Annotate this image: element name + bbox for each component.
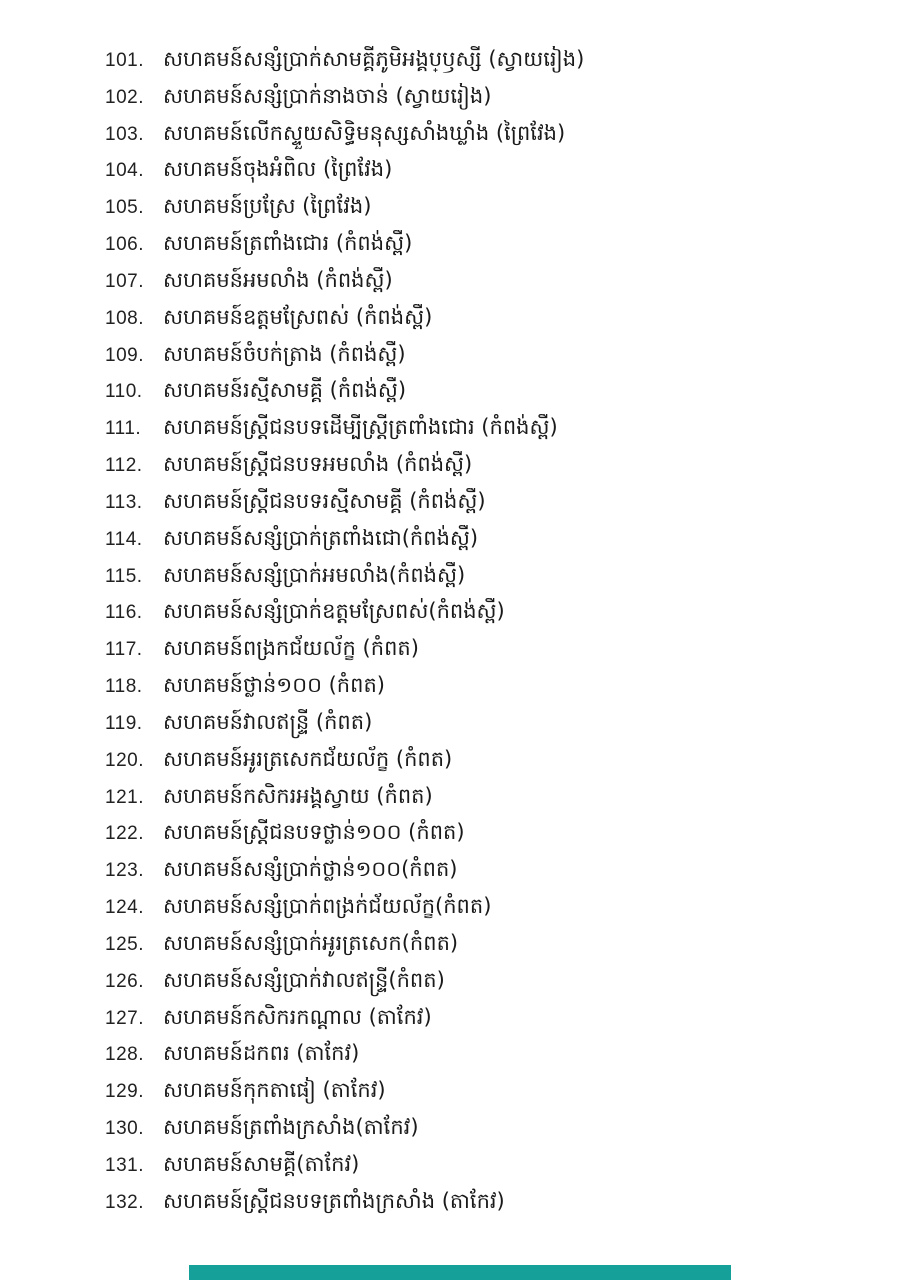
list-item [0,341,904,378]
list-item-text: សហគមន៍សន្សំប្រាក់ថ្លាន់១០០(កំពត) [163,857,458,882]
list-item [0,967,904,1004]
list-item-number: 119. [105,712,143,734]
list-item-number: 126. [105,970,144,992]
list-item [0,1188,904,1225]
list-item-number: 108. [105,307,144,329]
list-item-number: 115. [105,565,143,587]
list-item-text: សហគមន៍សន្សំប្រាក់ឧត្តមស្រែពស់(កំពង់ស្ពឺ) [163,599,505,624]
list-item-text: សហគមន៍អូរត្រសេកជ័យល័ក្ខ (កំពត) [163,746,453,771]
list-item [0,1114,904,1151]
list-item [0,488,904,525]
list-item-number: 107. [105,270,144,292]
list-item-number: 112. [105,455,143,477]
list-item-number: 121. [105,786,144,808]
list-item [0,1004,904,1041]
list-item [0,635,904,672]
list-item-text: សហគមន៍ដកពរ (តាកែវ) [163,1041,360,1066]
list-item-number: 117. [105,639,143,661]
list-item-number: 131. [105,1154,144,1176]
list-item-number: 103. [105,123,144,145]
list-item-text: សហគមន៍សន្សំប្រាក់អមលាំង(កំពង់ស្ពឺ) [163,562,466,587]
community-numbered-list [0,46,904,1225]
list-item-text: សហគមន៍ស្ត្រីជនបទថ្លាន់១០០ (កំពត) [163,820,465,845]
list-item-number: 118. [105,676,143,698]
list-item-text: សហគមន៍ពង្រកជ័យល័ក្ខ (កំពត) [163,636,419,661]
list-item [0,377,904,414]
list-item [0,562,904,599]
list-item-text: សហគមន៍សន្សំប្រាក់ពង្រក់ជ័យល័ក្ខ(កំពត) [163,894,492,919]
list-item [0,672,904,709]
list-item [0,746,904,783]
list-item [0,267,904,304]
list-item [0,598,904,635]
list-item [0,304,904,341]
list-item-text: សហគមន៍អមលាំង (កំពង់ស្ពឺ) [163,267,393,292]
list-item-number: 111. [105,418,142,440]
list-item-number: 130. [105,1118,144,1140]
list-item-text: សហគមន៍ស្ត្រីជនបទត្រពាំងក្រសាំង (តាកែវ) [163,1188,505,1213]
list-item [0,819,904,856]
list-item [0,230,904,267]
next-page-color-band [189,1265,731,1280]
list-item-text: សហគមន៍កុកតាផៀ (តាកែវ) [163,1078,386,1103]
list-item [0,193,904,230]
list-item-number: 110. [105,381,143,403]
list-item [0,451,904,488]
list-item-number: 109. [105,344,144,366]
list-item-number: 105. [105,197,144,219]
list-item-text: សហគមន៍ត្រពាំងជោរ (កំពង់ស្ពឺ) [163,231,413,256]
list-item-text: សហគមន៍ស្ត្រីជនបទរស្មីសាមគ្គី (កំពង់ស្ពឺ) [163,488,486,513]
list-item [0,1077,904,1114]
list-item [0,856,904,893]
list-item [0,709,904,746]
list-item-number: 113. [105,491,143,513]
list-item-text: សហគមន៍សន្សំប្រាក់សាមគ្គីភូមិអង្គប្ឫស្សី (ស្វាយរៀង) [163,47,585,71]
list-item-number: 127. [105,1007,144,1029]
list-item [0,1040,904,1077]
list-item [0,83,904,120]
list-item-number: 125. [105,933,144,955]
list-item [0,120,904,157]
list-item-text: សហគមន៍សន្សំប្រាក់វាលឥន្ទ្រី(កំពត) [163,967,445,992]
list-item-number: 128. [105,1044,144,1066]
list-item-text: សហគមន៍រស្មីសាមគ្គី (កំពង់ស្ពឺ) [163,378,407,403]
list-item-text: សហគមន៍ចុងអំពិល (ព្រៃវែង) [163,157,393,182]
list-item-number: 124. [105,897,144,919]
list-item-text: សហគមន៍ស្ត្រីជនបទអមលាំង (កំពង់ស្ពឺ) [163,452,473,477]
list-item [0,783,904,820]
list-item-text: សហគមន៍ស្ត្រីជនបទដើម្បីស្ត្រីត្រពាំងជោរ (កំពង់ស្ពឺ) [163,415,558,440]
list-item-text: សហគមន៍សាមគ្គី(តាកែវ) [163,1151,360,1176]
list-item-number: 116. [105,602,143,624]
list-item [0,525,904,562]
list-item-text: សហគមន៍សន្សំប្រាក់នាងចាន់ (ស្វាយរៀង) [163,83,492,108]
list-item-text: សហគមន៍ថ្លាន់១០០ (កំពត) [163,673,385,698]
list-item-text: សហគមន៍ចំបក់ត្រាង (កំពង់ស្ពឺ) [163,341,406,366]
list-item-number: 120. [105,749,144,771]
list-item-text: សហគមន៍វាលឥន្ទ្រី (កំពត) [163,709,373,734]
list-item [0,414,904,451]
list-item-text: សហគមន៍កសិករកណ្ដាល (តាកែវ) [163,1004,432,1029]
list-item-text: សហគមន៍ត្រពាំងក្រសាំង(តាកែវ) [163,1115,419,1140]
list-item [0,930,904,967]
list-item-text: សហគមន៍ប្រស្រែ (ព្រៃវែង) [163,194,372,219]
list-item-text: សហគមន៍កសិករអង្គស្វាយ (កំពត) [163,783,433,808]
list-item-number: 106. [105,234,144,256]
list-item-number: 122. [105,823,144,845]
list-item-number: 123. [105,860,144,882]
list-item-text: សហគមន៍ឧត្តមស្រែពស់ (កំពង់ស្ពឺ) [163,304,433,329]
list-item-text: សហគមន៍សន្សំប្រាក់អូរត្រសេក(កំពត) [163,930,459,955]
list-item [0,46,904,83]
list-item-number: 114. [105,528,143,550]
list-item [0,1151,904,1188]
list-item [0,156,904,193]
list-item-text: សហគមន៍សន្សំប្រាក់ត្រពាំងជោ(កំពង់ស្ពឺ) [163,525,479,550]
list-item-number: 102. [105,86,144,108]
list-item-text: សហគមន៍លើកស្ទួយសិទ្ធិមនុស្សសាំងឃ្លាំង (ព្រៃវែង) [163,120,566,145]
list-item [0,893,904,930]
list-item-number: 132. [105,1191,144,1213]
list-item-number: 101. [105,50,144,71]
list-item-number: 129. [105,1081,144,1103]
list-item-number: 104. [105,160,144,182]
